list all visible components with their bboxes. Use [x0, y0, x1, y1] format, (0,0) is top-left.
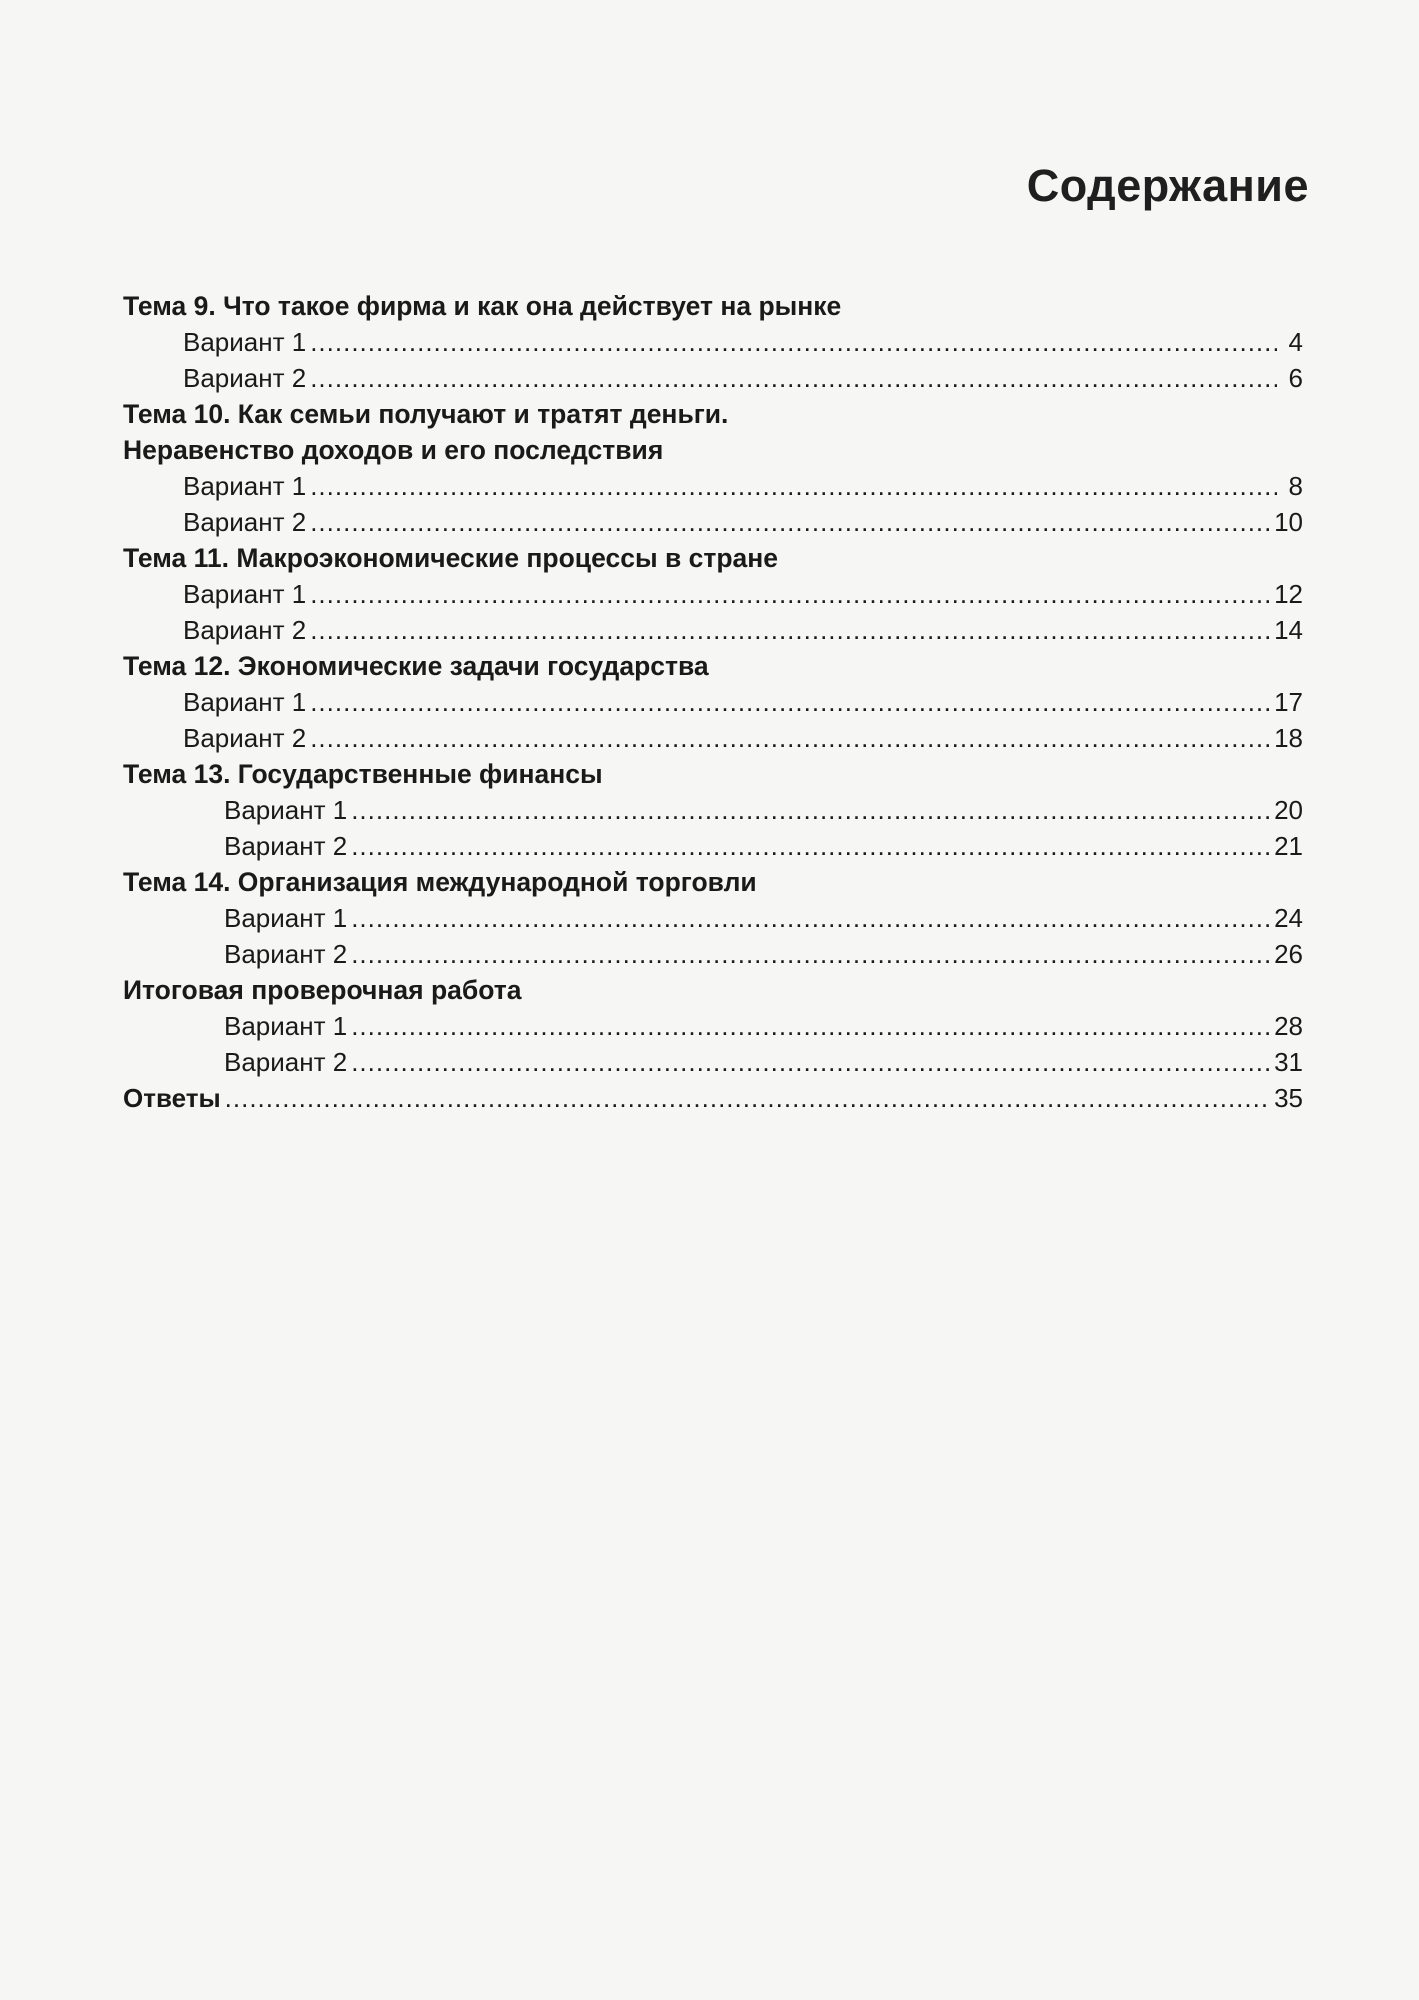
toc-leader-dots	[310, 468, 1277, 504]
toc-entry-answers[interactable]	[123, 1080, 1303, 1116]
toc-entry[interactable]	[123, 612, 1303, 648]
toc-leader-dots	[310, 360, 1277, 396]
toc-entry-label: Вариант 2	[183, 363, 307, 393]
toc-leader-dots	[310, 576, 1270, 612]
toc-entry-label: Вариант 1	[183, 327, 307, 357]
toc-page-number: 12	[1274, 579, 1303, 609]
toc-page-number: 31	[1274, 1047, 1303, 1077]
toc-entry[interactable]	[123, 468, 1303, 504]
toc-leader-dots	[310, 720, 1270, 756]
toc-topic-10-line2: Неравенство доходов и его последствия	[123, 435, 664, 465]
toc-entry[interactable]	[123, 1008, 1303, 1044]
toc-page-number: 8	[1288, 471, 1303, 501]
toc-entry[interactable]	[123, 1044, 1303, 1080]
toc-entry-label: Вариант 1	[224, 1011, 348, 1041]
toc-page-number: 24	[1274, 903, 1303, 933]
toc-entry[interactable]	[123, 360, 1303, 396]
toc-page-number: 28	[1274, 1011, 1303, 1041]
toc-leader-dots	[351, 792, 1270, 828]
toc-entry[interactable]	[123, 504, 1303, 540]
toc-entry-label: Вариант 1	[183, 687, 307, 717]
toc-leader-dots	[351, 936, 1270, 972]
toc-topic-final-test: Итоговая проверочная работа	[123, 975, 522, 1005]
toc-entry-label: Вариант 1	[183, 579, 307, 609]
toc-page-number: 4	[1288, 327, 1303, 357]
toc-entry[interactable]	[123, 576, 1303, 612]
toc-entry-label: Вариант 1	[183, 471, 307, 501]
toc-entry[interactable]	[123, 720, 1303, 756]
toc-page-number: 35	[1274, 1083, 1303, 1113]
toc-topic-13: Тема 13. Государственные финансы	[123, 759, 603, 789]
toc-leader-dots	[351, 1044, 1270, 1080]
toc-page-number: 6	[1288, 363, 1303, 393]
toc-leader-dots	[351, 900, 1270, 936]
table-of-contents	[123, 288, 1303, 1116]
toc-page-number: 20	[1274, 795, 1303, 825]
toc-page-number: 21	[1274, 831, 1303, 861]
toc-leader-dots	[351, 828, 1270, 864]
toc-entry-label: Вариант 2	[183, 615, 307, 645]
toc-entry[interactable]	[123, 684, 1303, 720]
toc-entry[interactable]	[123, 936, 1303, 972]
toc-entry-label: Вариант 1	[224, 795, 348, 825]
toc-leader-dots	[310, 612, 1270, 648]
toc-topic-10-line1: Тема 10. Как семьи получают и тратят деньги.	[123, 399, 729, 429]
toc-leader-dots	[310, 504, 1270, 540]
toc-page-number: 14	[1274, 615, 1303, 645]
page-title: Содержание	[1026, 160, 1309, 211]
toc-entry[interactable]	[123, 324, 1303, 360]
toc-leader-dots	[310, 324, 1277, 360]
toc-topic-11: Тема 11. Макроэкономические процессы в стране	[123, 543, 778, 573]
toc-entry[interactable]	[123, 828, 1303, 864]
toc-leader-dots	[351, 1008, 1270, 1044]
toc-page-number: 26	[1274, 939, 1303, 969]
toc-entry-label: Вариант 2	[224, 1047, 348, 1077]
toc-entry-label: Ответы	[123, 1083, 221, 1113]
toc-entry[interactable]	[123, 900, 1303, 936]
toc-entry-label: Вариант 2	[183, 723, 307, 753]
toc-entry-label: Вариант 2	[224, 831, 348, 861]
toc-page-number: 18	[1274, 723, 1303, 753]
toc-entry-label: Вариант 1	[224, 903, 348, 933]
toc-entry-label: Вариант 2	[224, 939, 348, 969]
toc-topic-9: Тема 9. Что такое фирма и как она действует на рынке	[123, 291, 842, 321]
toc-leader-dots	[225, 1080, 1270, 1116]
toc-page-number: 10	[1274, 507, 1303, 537]
toc-entry-label: Вариант 2	[183, 507, 307, 537]
toc-page-number: 17	[1274, 687, 1303, 717]
toc-topic-14: Тема 14. Организация международной торговли	[123, 867, 757, 897]
toc-leader-dots	[310, 684, 1270, 720]
toc-topic-12: Тема 12. Экономические задачи государства	[123, 651, 709, 681]
toc-entry[interactable]	[123, 792, 1303, 828]
